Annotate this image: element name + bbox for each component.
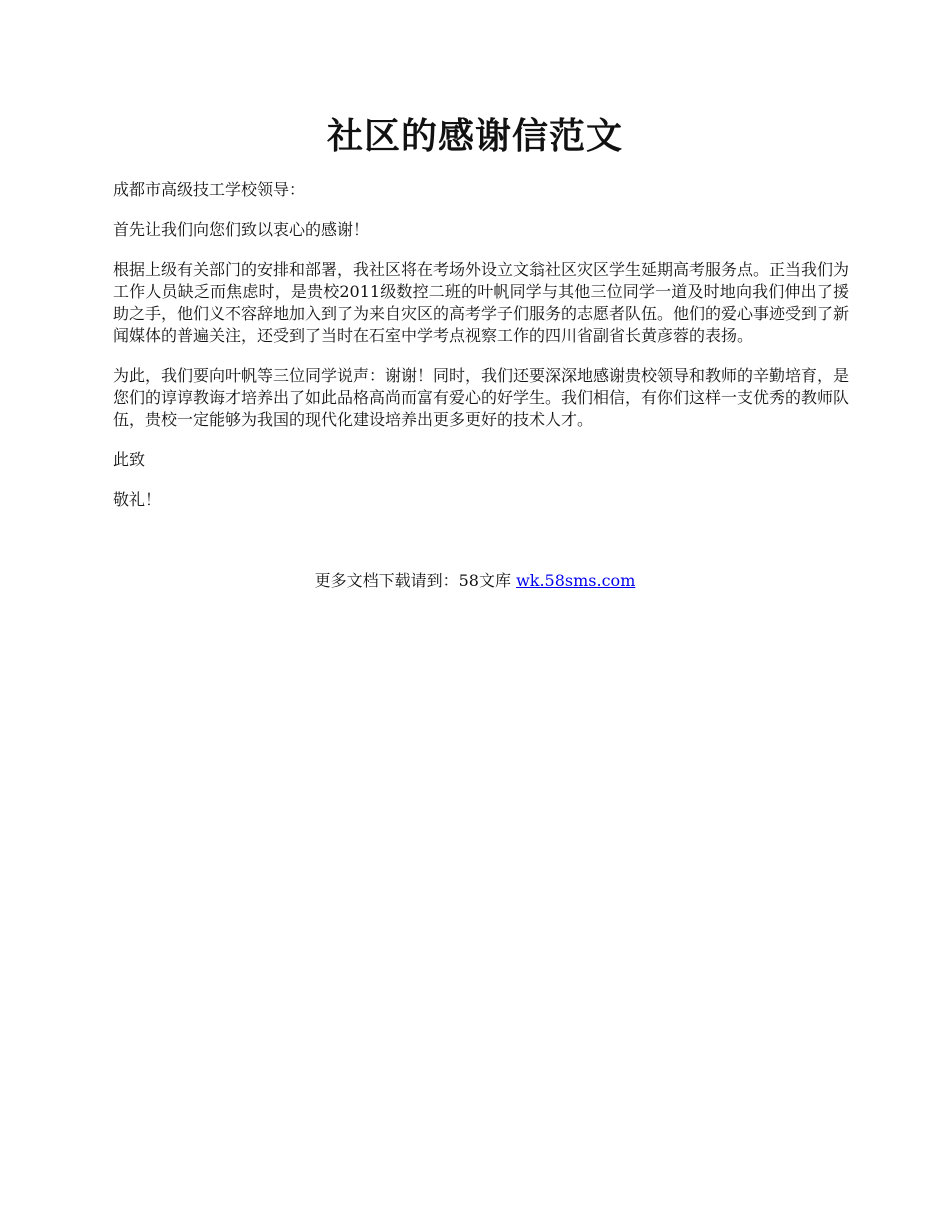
paragraph-gratitude: 为此，我们要向叶帆等三位同学说声：谢谢！同时，我们还要深深地感谢贵校领导和教师的辛勤培育，是您们的谆谆教诲才培养出了如此品格高尚而富有爱心的好学生。我们相信，有你们这样一支优秀的教师队伍，贵校一定能够为我国的现代化建设培养出更多更好的技术人才。 <box>113 366 850 429</box>
paragraph-background: 根据上级有关部门的安排和部署，我社区将在考场外设立文翁社区灾区学生延期高考服务点。正当我们为工作人员缺乏而焦虑时，是贵校2011级数控二班的叶帆同学与其他三位同学一道及时地向我们伸出了援助之手，他们义不容辞地加入到了为来自灾区的高考学子们服务的志愿者队伍。他们的爱心事迹受到了新闻媒体的普遍关注，还受到了当时在石室中学考点视察工作的四川省副省长黄彦蓉的表扬。 <box>113 260 850 345</box>
closing-line-1: 此致 <box>113 450 146 469</box>
document-body <box>113 179 849 529</box>
closing-line-2: 敬礼！ <box>113 490 162 509</box>
document-title: 社区的感谢信范文 <box>326 115 623 157</box>
paragraph-thanks: 首先让我们向您们致以衷心的感谢！ <box>113 220 370 239</box>
footer-link[interactable]: wk.58sms.com <box>516 571 636 590</box>
footer-prefix: 更多文档下载请到：58文库 <box>314 571 517 590</box>
salutation: 成都市高级技工学校领导： <box>113 180 306 199</box>
download-footer <box>0 570 950 592</box>
